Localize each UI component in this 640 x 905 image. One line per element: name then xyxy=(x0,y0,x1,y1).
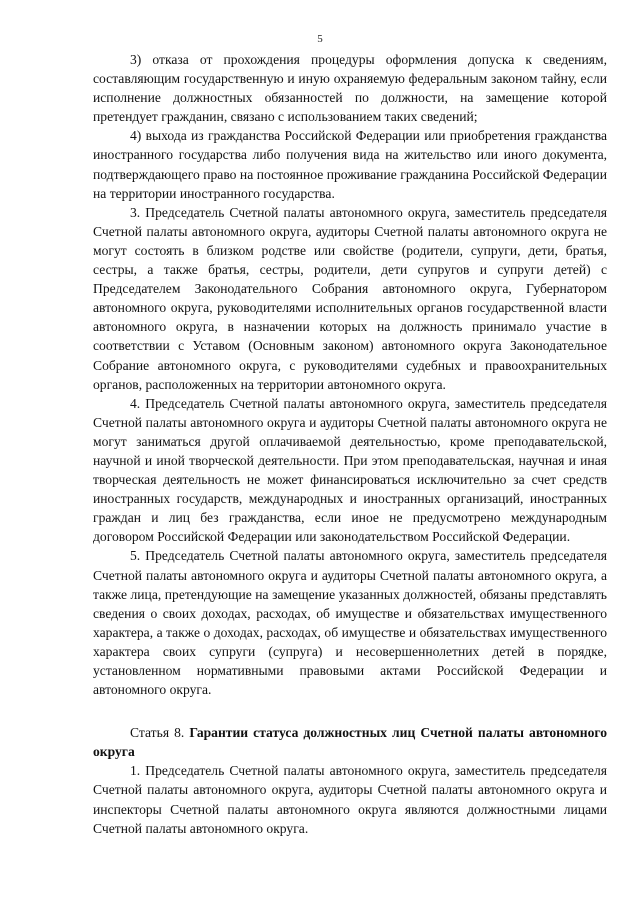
article-heading xyxy=(93,723,607,761)
article-number: Статья 8. xyxy=(130,725,190,741)
article-title: Гарантии статуса должностных лиц Счетной палаты автономного округа xyxy=(93,725,608,760)
paragraph-article-8-section-1: 1. Председатель Счетной палаты автономного округа, заместитель председателя Счетной палаты автономного округа, аудиторы Счетной палаты автономного округа и инспекторы Счетной палаты автономного округа являются должностными лицами Счетной палаты автономного округа. xyxy=(93,763,607,836)
document-body xyxy=(93,50,607,838)
paragraph-section-5-income-disclosure: 5. Председатель Счетной палаты автономного округа, заместитель председателя Счетной палаты автономного округа и аудиторы Счетной палаты автономного округа, а также лица, претендующие на замещение указанных должностей, обязаны представлять сведения о своих доходах, расходах, об имуществе и обязательствах имущественного характера, а также о доходах, расходах, об имуществе и обязательствах имущественного характера своих супруги (супруга) и несовершеннолетних детей в порядке, установленном нормативными правовыми актами Российской Федерации и автономного округа. xyxy=(93,548,607,698)
paragraph-item-3-refusal-clearance: 3) отказа от прохождения процедуры оформления допуска к сведениям, составляющим государственную и иную охраняемую федеральным законом тайну, если исполнение должностных обязанностей по должности, на замещение которой претендует гражданин, связано с использованием таких сведений; xyxy=(93,52,607,125)
paragraph-section-3-kinship: 3. Председатель Счетной палаты автономного округа, заместитель председателя Счетной палаты автономного округа, аудиторы Счетной палаты автономного округа не могут состоять в близком родстве или свойстве (родители, супруги, дети, братья, сестры, а также братья, сестры, родители, дети супругов и супруги детей) с Председателем Законодательного Собрания автономного округа, Губернатором автономного округа, руководителями исполнительных органов государственной власти автономного округа, в назначении которых на должность принимало участие в соответствии с Уставом (Основным законом) автономного округа Законодательное Собрание автономного округа, с руководителями судебных и правоохранительных органов, расположенных на территории автономного округа. xyxy=(93,204,607,392)
paragraph-section-4-other-activity: 4. Председатель Счетной палаты автономного округа, заместитель председателя Счетной палаты автономного округа и аудиторы Счетной палаты автономного округа не могут заниматься другой оплачиваемой деятельностью, кроме преподавательской, научной и иной творческой деятельности. При этом преподавательская, научная и иная творческая деятельность не может финансироваться исключительно за счет средств иностранных государств, международных и иностранных организаций, иностранных граждан и лиц без гражданства, если иное не предусмотрено международным договором Российской Федерации или законодательством Российской Федерации. xyxy=(93,395,607,545)
page-number: 5 xyxy=(317,33,323,45)
paragraph-item-4-citizenship: 4) выхода из гражданства Российской Федерации или приобретения гражданства иностранного государства либо получения вида на жительство или иного документа, подтверждающего право на постоянное проживание гражданина Российской Федерации на территории иностранного государства. xyxy=(93,128,607,201)
